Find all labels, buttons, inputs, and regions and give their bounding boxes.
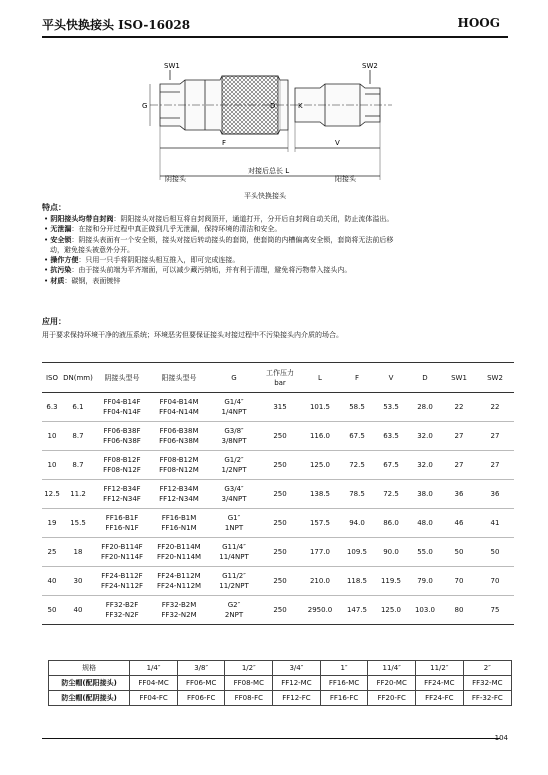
table-cell: FF24-B112F FF24-N112F [94,567,150,596]
table-cell: FF32-B2M FF32-N2M [150,596,208,625]
table-cell: FF20-B114M FF20-N114M [150,538,208,567]
table-cell: 25 [42,538,62,567]
table-cell: G11/4″ 11/4NPT [208,538,260,567]
label-v: V [335,139,340,147]
table-cell: FF32-B2F FF32-N2F [94,596,150,625]
spec-col-header: SW2 [476,363,514,393]
table-cell: 19 [42,509,62,538]
label-f: F [222,139,227,147]
brand-name: HOOG [457,16,500,30]
table-cell: FF16-FC [320,691,368,706]
spec-col-header: 工作压力 bar [260,363,300,393]
table-cell: 63.5 [374,422,408,451]
label-k: K [298,102,303,110]
table-cell: 50 [476,538,514,567]
spec-col-header: D [408,363,442,393]
table-cell: 12.5 [42,480,62,509]
table-cell: 36 [442,480,476,509]
table-cell: 79.0 [408,567,442,596]
table-cell: 40 [42,567,62,596]
table-cell: 22 [476,393,514,422]
table-cell: FF32-MC [463,676,511,691]
table-cell: G1/2″ 1/2NPT [208,451,260,480]
table-cell: FF-32-FC [463,691,511,706]
table-cell: 157.5 [300,509,340,538]
table-cell: 15.5 [62,509,94,538]
label-sw2: SW2 [362,62,378,70]
table-cell: 250 [260,596,300,625]
table-cell: 27 [442,451,476,480]
table-cell: 38.0 [408,480,442,509]
table-cell: 22 [442,393,476,422]
table-cell: 2″ [463,661,511,676]
table-cell: 32.0 [408,451,442,480]
table-row [42,422,514,451]
table-cell: G2″ 2NPT [208,596,260,625]
spec-col-header: F [340,363,374,393]
table-cell: FF16-B1M FF16-N1M [150,509,208,538]
table-cell: 70 [442,567,476,596]
table-cell: FF08-B12F FF08-N12F [94,451,150,480]
table-cell: 67.5 [374,451,408,480]
label-l: 对接后总长 L [248,167,290,175]
table-cell: 1″ [320,661,368,676]
table-cell: 80 [442,596,476,625]
table-row [42,393,514,422]
table-cell: 41 [476,509,514,538]
table-cell: 48.0 [408,509,442,538]
table-cell: G3/8″ 3/8NPT [208,422,260,451]
header-rule [42,36,508,38]
table-cell: 118.5 [340,567,374,596]
table-cell: 125.0 [374,596,408,625]
table-cell: 36 [476,480,514,509]
table-row [42,451,514,480]
table-cell: 250 [260,480,300,509]
table-cell: 250 [260,567,300,596]
spec-col-header: SW1 [442,363,476,393]
table-cell: 78.5 [340,480,374,509]
table-row [49,691,512,706]
feature-item-cont: 动，避免接头被意外分开。 [50,245,134,254]
table-cell: G11/2″ 11/2NPT [208,567,260,596]
label-sw1: SW1 [164,62,180,70]
table-cell: 119.5 [374,567,408,596]
features-list [44,214,512,286]
table-cell: 58.5 [340,393,374,422]
table-cell: 101.5 [300,393,340,422]
spec-col-header: 阳接头型号 [150,363,208,393]
table-cell: FF12-FC [273,691,321,706]
spec-col-header: DN(mm) [62,363,94,393]
spec-col-header: G [208,363,260,393]
table-cell: FF20-FC [368,691,416,706]
table-cell: 250 [260,451,300,480]
spec-col-header: 阴接头型号 [94,363,150,393]
table-row [42,509,514,538]
spec-table [42,362,514,625]
feature-item: • 无泄漏：在接和分开过程中真正做到几乎无泄漏，保持环境的清洁和安全。 [44,224,282,234]
table-cell: G1/4″ 1/4NPT [208,393,260,422]
table-cell: 11/4″ [368,661,416,676]
table-cell: 10 [42,451,62,480]
table-cell: 315 [260,393,300,422]
footer-rule [42,738,500,739]
table-row [42,567,514,596]
table-cell: FF20-MC [368,676,416,691]
table-cell: G3/4″ 3/4NPT [208,480,260,509]
application-text: 用于要求保持环境干净的液压系统；环境恶劣但要保证接头对接过程中不污染接头内介质的场合。 [42,331,343,339]
table-cell: 1/4″ [130,661,178,676]
feature-item: • 材质：碳钢，表面镀锌 [44,275,121,285]
table-cell: 50 [42,596,62,625]
table-cell: FF16-MC [320,676,368,691]
table-cell: 55.0 [408,538,442,567]
spec-col-header: L [300,363,340,393]
table-cell: 27 [476,422,514,451]
table-cell: 138.5 [300,480,340,509]
table-cell: 32.0 [408,422,442,451]
table-cell: 70 [476,567,514,596]
application-heading: 应用： [42,316,66,326]
table-cell: FF12-B34M FF12-N34M [150,480,208,509]
table-cell: FF12-B34F FF12-N34F [94,480,150,509]
dust-cap-header-row [49,661,512,676]
table-cell: 8.7 [62,451,94,480]
table-row [49,676,512,691]
features-heading: 特点： [42,202,66,212]
spec-header-row [42,363,514,393]
table-cell: 40 [62,596,94,625]
table-cell: 53.5 [374,393,408,422]
table-cell: 210.0 [300,567,340,596]
table-cell: 防尘帽(配阴接头) [49,691,130,706]
table-cell: FF20-B114F FF20-N114F [94,538,150,567]
table-cell: 11.2 [62,480,94,509]
table-cell: FF04-B14M FF04-N14M [150,393,208,422]
table-cell: 250 [260,509,300,538]
dust-cap-table [48,660,512,706]
table-cell: 30 [62,567,94,596]
feature-item: • 操作方便：只用一只手将阴阳接头相互推入，即可完成连接。 [44,255,240,265]
table-cell: 72.5 [340,451,374,480]
male-caption: 阳接头 [335,175,356,183]
table-cell: 147.5 [340,596,374,625]
table-cell: 86.0 [374,509,408,538]
table-row [42,596,514,625]
table-cell: FF04-MC [130,676,178,691]
table-cell: 规格 [49,661,130,676]
table-cell: 2950.0 [300,596,340,625]
table-cell: 94.0 [340,509,374,538]
table-cell: FF24-MC [415,676,463,691]
table-cell: 109.5 [340,538,374,567]
table-cell: 250 [260,422,300,451]
table-cell: 3/8″ [177,661,225,676]
table-row [42,480,514,509]
table-cell: 28.0 [408,393,442,422]
female-caption: 阴接头 [165,175,186,183]
table-cell: 1/2″ [225,661,273,676]
label-g: G [142,102,148,110]
table-cell: 6.1 [62,393,94,422]
table-cell: FF24-B112M FF24-N112M [150,567,208,596]
table-row [42,538,514,567]
table-cell: FF08-B12M FF08-N12M [150,451,208,480]
table-cell: FF04-B14F FF04-N14F [94,393,150,422]
table-cell: FF06-FC [177,691,225,706]
table-cell: FF08-MC [225,676,273,691]
table-cell: FF04-FC [130,691,178,706]
table-cell: 125.0 [300,451,340,480]
table-cell: 防尘帽(配阳接头) [49,676,130,691]
table-cell: 8.7 [62,422,94,451]
page-title: 平头快换接头 ISO-16028 [42,18,191,32]
table-cell: 6.3 [42,393,62,422]
page-header [0,0,548,40]
table-cell: FF06-B38M FF06-N38M [150,422,208,451]
table-cell: 116.0 [300,422,340,451]
diagram-caption: 平头快换接头 [244,192,286,200]
table-cell: FF06-MC [177,676,225,691]
feature-item: • 安全锁：阴接头表面有一个安全锁，接头对接后转动接头的套筒，使套筒的内槽偏离安全锁，套筒将无法前后移 [44,234,394,244]
table-cell: G1″ 1NPT [208,509,260,538]
table-cell: FF06-B38F FF06-N38F [94,422,150,451]
table-cell: 11/2″ [415,661,463,676]
table-cell: 18 [62,538,94,567]
table-cell: 46 [442,509,476,538]
feature-item: • 抗污染：由于接头前端为平齐端面，可以减少藏污纳垢，并有利于清理，避免将污物带入接头内。 [44,265,352,275]
spec-col-header: V [374,363,408,393]
table-cell: FF16-B1F FF16-N1F [94,509,150,538]
table-cell: 250 [260,538,300,567]
table-cell: 103.0 [408,596,442,625]
table-cell: 27 [442,422,476,451]
table-cell: 67.5 [340,422,374,451]
page-number: 104 [494,734,508,742]
table-cell: 10 [42,422,62,451]
table-cell: 3/4″ [273,661,321,676]
table-cell: 90.0 [374,538,408,567]
table-cell: 27 [476,451,514,480]
table-cell: FF24-FC [415,691,463,706]
table-cell: FF12-MC [273,676,321,691]
table-cell: FF08-FC [225,691,273,706]
spec-col-header: ISO [42,363,62,393]
table-cell: 50 [442,538,476,567]
table-cell: 75 [476,596,514,625]
table-cell: 72.5 [374,480,408,509]
feature-item: • 阴阳接头均带自封阀：阴阳接头对接后相互将自封阀顶开，通道打开，分开后自封阀自动关闭，防止流体溢出。 [44,214,394,223]
table-cell: 177.0 [300,538,340,567]
label-d: D [270,102,276,110]
